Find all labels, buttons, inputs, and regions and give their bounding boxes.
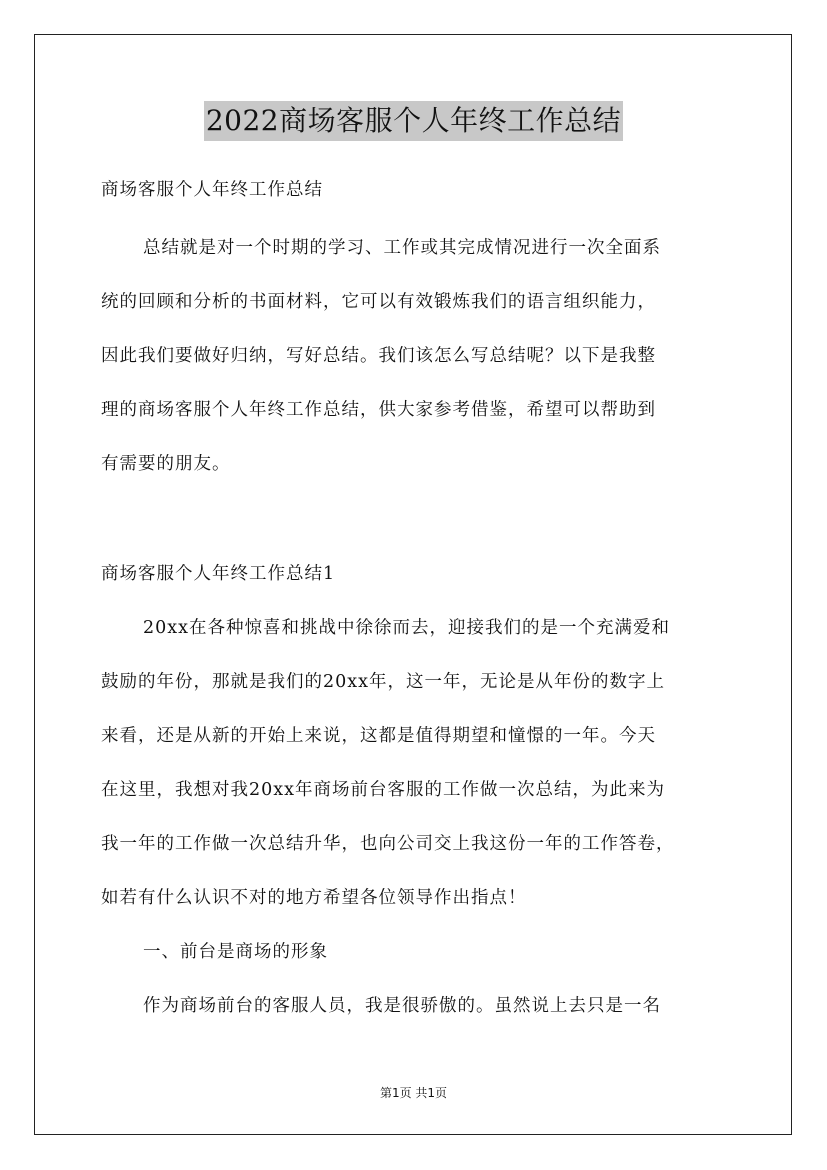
section-line: 如若有什么认识不对的地方希望各位领导作出指点！ (101, 888, 527, 908)
document-title: 2022商场客服个人年终工作总结 (204, 101, 623, 141)
intro-line: 理的商场客服个人年终工作总结，供大家参考借鉴，希望可以帮助到 (101, 400, 656, 420)
intro-line: 统的回顾和分析的书面材料，它可以有效锻炼我们的语言组织能力， (101, 292, 656, 312)
document-subtitle: 商场客服个人年终工作总结 (101, 180, 323, 200)
intro-line: 总结就是对一个时期的学习、工作或其完成情况进行一次全面系 (143, 238, 661, 258)
page-footer: 第1页 共1页 (379, 1086, 448, 1100)
section-line: 我一年的工作做一次总结升华，也向公司交上我这份一年的工作答卷， (101, 834, 675, 854)
section-line: 在这里，我想对我20xx年商场前台客服的工作做一次总结，为此来为 (101, 780, 666, 800)
section-line: 作为商场前台的客服人员，我是很骄傲的。虽然说上去只是一名 (143, 996, 661, 1016)
section-line: 来看，还是从新的开始上来说，这都是值得期望和憧憬的一年。今天 (101, 726, 656, 746)
intro-line: 有需要的朋友。 (101, 454, 231, 474)
section-line: 鼓励的年份，那就是我们的20xx年，这一年，无论是从年份的数字上 (101, 672, 666, 692)
subheading: 一、前台是商场的形象 (143, 942, 328, 962)
section-heading: 商场客服个人年终工作总结1 (101, 564, 336, 584)
section-line: 20xx在各种惊喜和挑战中徐徐而去，迎接我们的是一个充满爱和 (143, 618, 671, 638)
intro-line: 因此我们要做好归纳，写好总结。我们该怎么写总结呢？以下是我整 (101, 346, 656, 366)
